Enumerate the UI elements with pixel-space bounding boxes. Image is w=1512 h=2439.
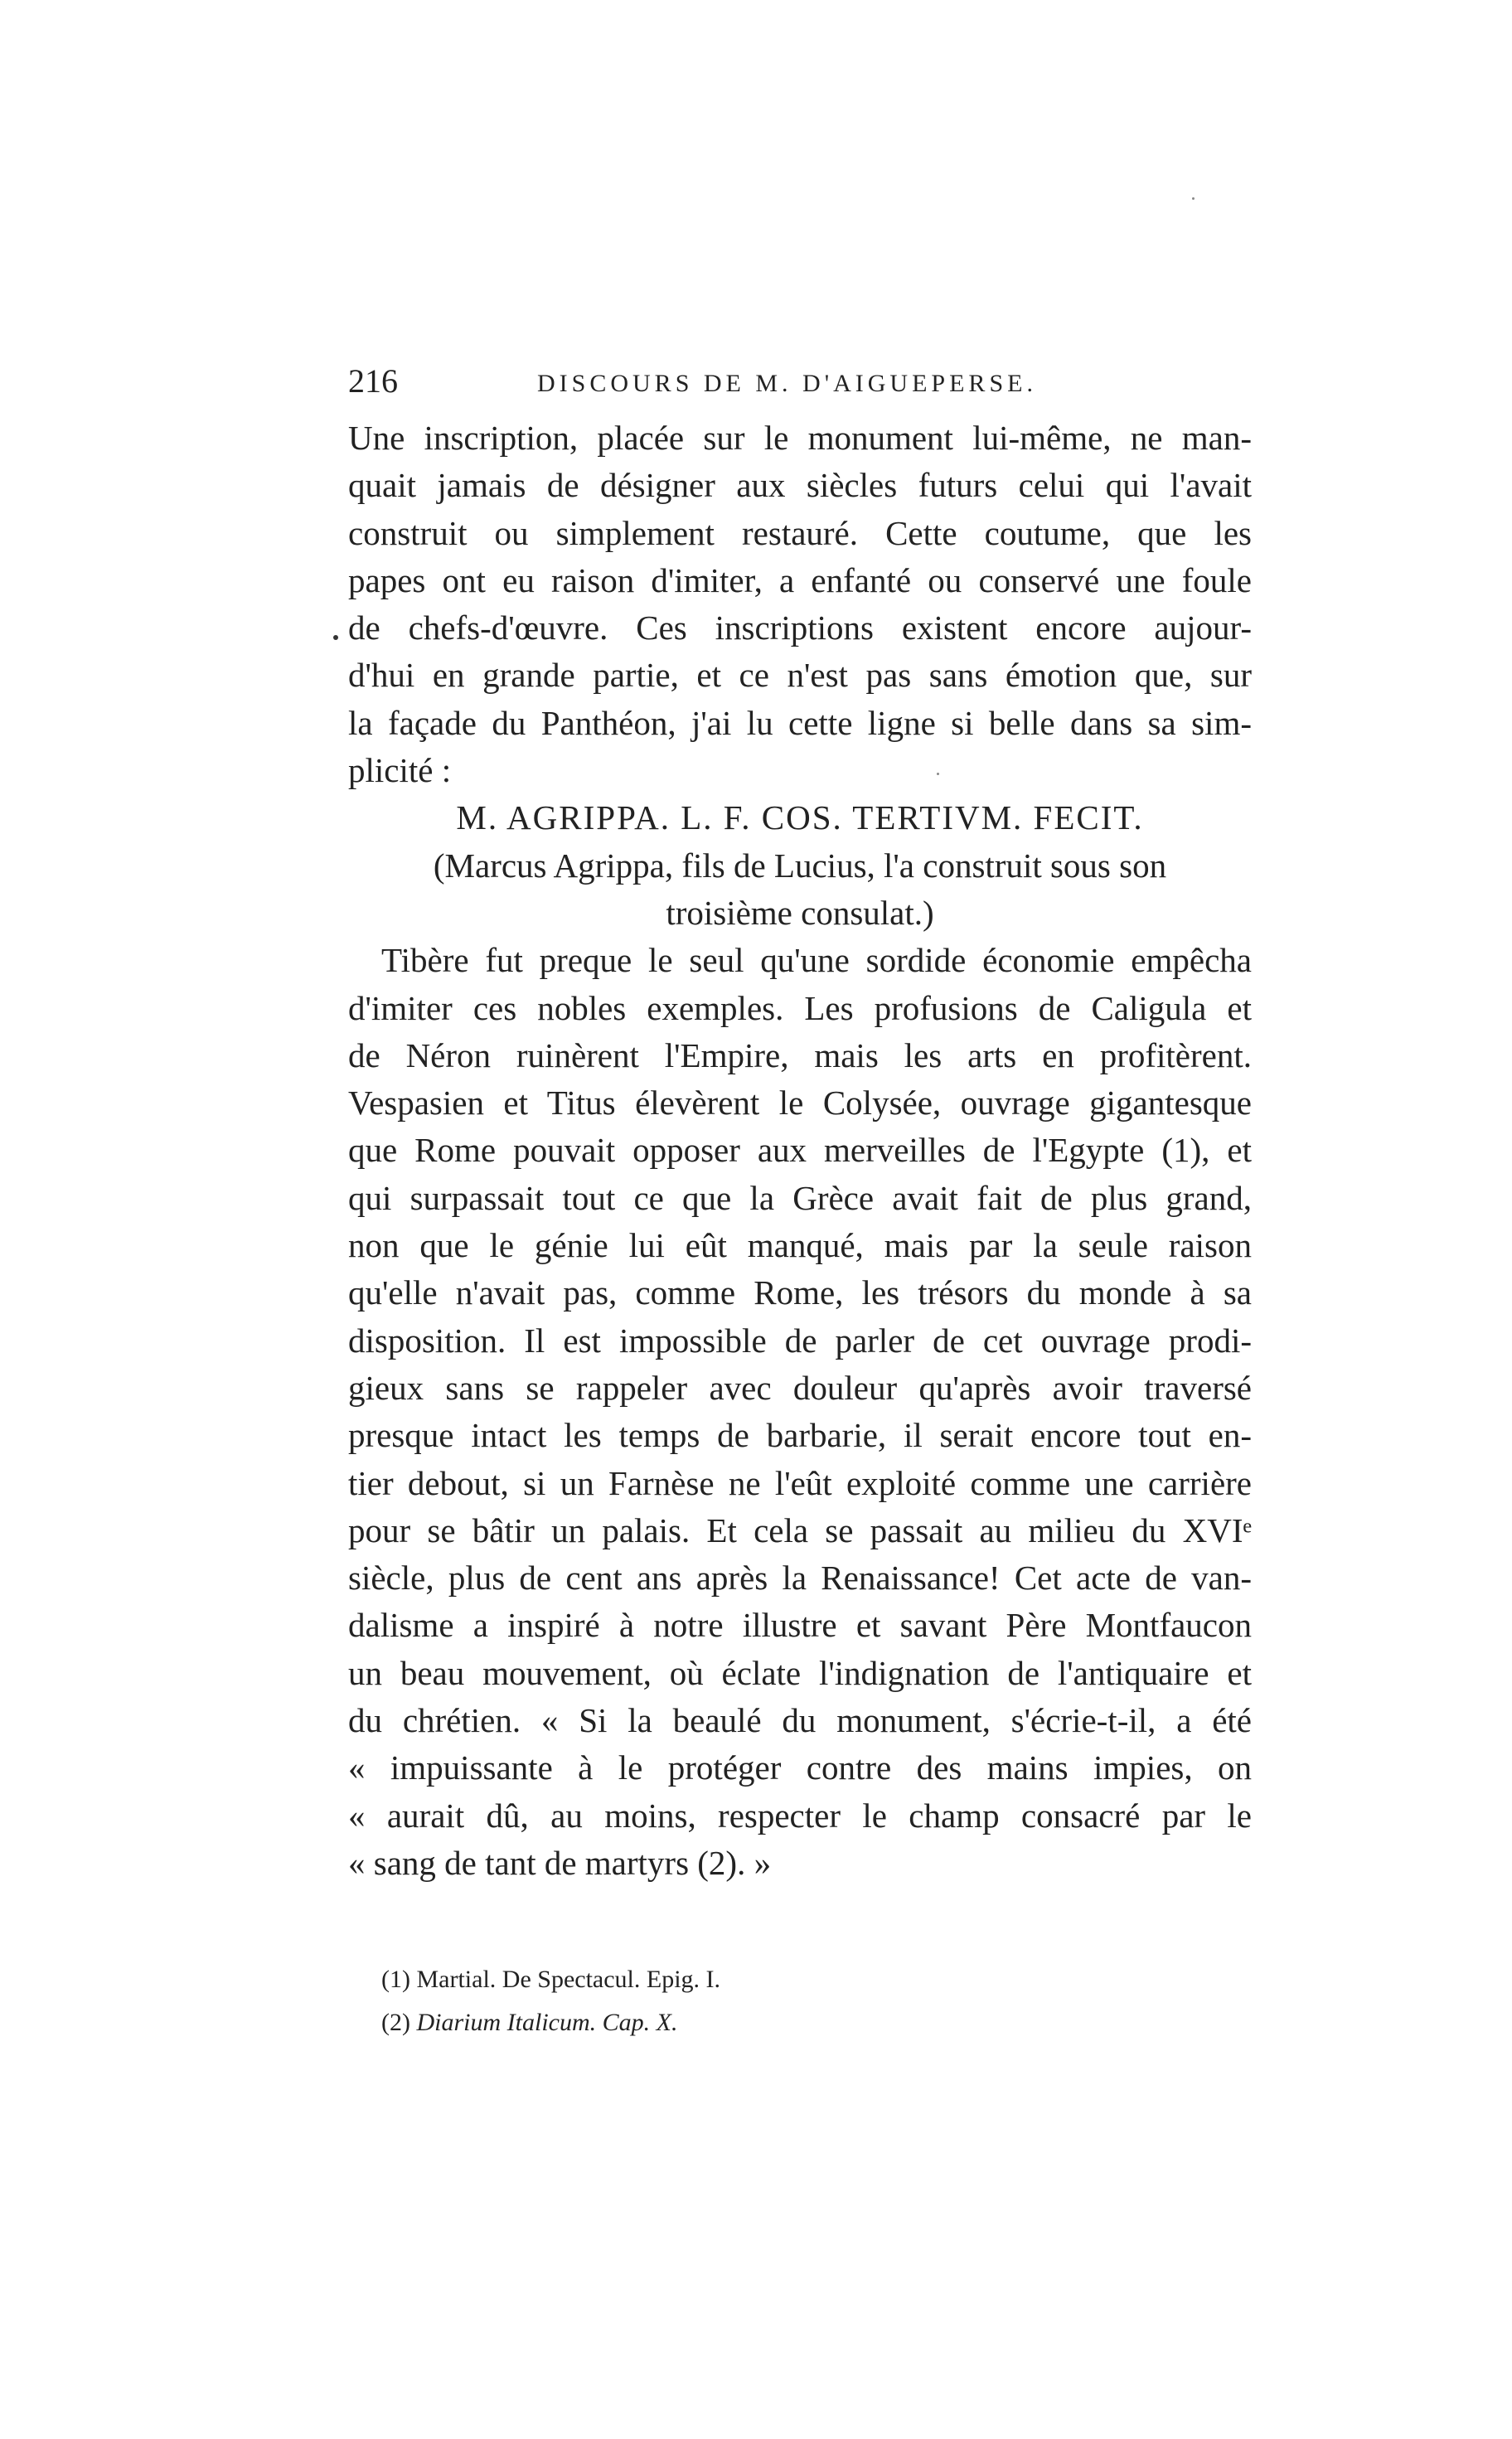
paragraph-2 bbox=[348, 937, 1252, 1887]
footnote-2 bbox=[381, 2001, 879, 2044]
text-line: disposition. Il est impossible de parler de cet ouvrage prodi- bbox=[348, 1321, 1252, 1360]
paper-speck bbox=[1192, 197, 1195, 200]
inscription-block bbox=[348, 794, 1252, 937]
text-line: Tibère fut preque le seul qu'une sordide économie empêcha bbox=[381, 941, 1252, 980]
text-line: Vespasien et Titus élevèrent le Colysée, ouvrage gigantesque bbox=[348, 1084, 1252, 1123]
text-line: de Néron ruinèrent l'Empire, mais les arts en profitèrent. bbox=[348, 1035, 1252, 1074]
footnote-text: Diarium Italicum. Cap. X. bbox=[416, 2009, 678, 2036]
body-text bbox=[348, 415, 1252, 1887]
paragraph-1 bbox=[348, 415, 1252, 794]
text-line: « aurait dû, au moins, respecter le champ consacré par le bbox=[348, 1796, 1252, 1835]
paper-speck bbox=[937, 773, 939, 775]
margin-mark bbox=[333, 635, 338, 640]
text-line: « sang de tant de martyrs (2). » bbox=[348, 1843, 772, 1882]
text-line: plicité : bbox=[348, 751, 452, 790]
page-number: 216 bbox=[348, 362, 398, 400]
text-line: de chefs-d'œuvre. Ces inscriptions existent encore aujour- bbox=[348, 609, 1252, 647]
text-line: dalisme a inspiré à notre illustre et savant Père Montfaucon bbox=[348, 1606, 1252, 1645]
inscription-translation: troisième consulat.) bbox=[666, 893, 934, 932]
text-line: d'imiter ces nobles exemples. Les profusions de Caligula et bbox=[348, 988, 1252, 1027]
footnote-marker: (2) bbox=[381, 2009, 410, 2036]
text-line: Une inscription, placée sur le monument lui-même, ne man- bbox=[348, 419, 1252, 457]
running-title: DISCOURS DE M. D'AIGUEPERSE. bbox=[537, 370, 1037, 397]
text-line: pour se bâtir un palais. Et cela se passait au milieu du XVIᵉ bbox=[348, 1510, 1252, 1549]
text-line: que Rome pouvait opposer aux merveilles de l'Egypte (1), et bbox=[348, 1131, 1252, 1170]
text-line: d'hui en grande partie, et ce n'est pas sans émotion que, sur bbox=[348, 656, 1252, 695]
text-line: tier debout, si un Farnèse ne l'eût exploité comme une carrière bbox=[348, 1463, 1252, 1502]
text-line: gieux sans se rappeler avec douleur qu'après avoir traversé bbox=[348, 1368, 1252, 1407]
footnotes bbox=[381, 1958, 879, 2044]
text-line: qui surpassait tout ce que la Grèce avait fait de plus grand, bbox=[348, 1178, 1252, 1217]
footnote-1 bbox=[381, 1958, 879, 2001]
text-line: qu'elle n'avait pas, comme Rome, les trésors du monde à sa bbox=[348, 1273, 1252, 1312]
text-line: quait jamais de désigner aux siècles futurs celui qui l'avait bbox=[348, 466, 1252, 505]
text-line: « impuissante à le protéger contre des mains impies, on bbox=[348, 1748, 1252, 1787]
text-line: non que le génie lui eût manqué, mais par la seule raison bbox=[348, 1226, 1252, 1265]
text-line: la façade du Panthéon, j'ai lu cette ligne si belle dans sa sim- bbox=[348, 703, 1252, 742]
text-line: presque intact les temps de barbarie, il serait encore tout en- bbox=[348, 1416, 1252, 1455]
text-line: un beau mouvement, où éclate l'indignation de l'antiquaire et bbox=[348, 1653, 1252, 1692]
footnote-text: Martial. De Spectacul. Epig. I. bbox=[416, 1966, 721, 1993]
footnote-marker: (1) bbox=[381, 1966, 410, 1993]
inscription-translation: (Marcus Agrippa, fils de Lucius, l'a construit sous son bbox=[433, 846, 1167, 885]
text-line: papes ont eu raison d'imiter, a enfanté ou conservé une foule bbox=[348, 560, 1252, 599]
text-line: siècle, plus de cent ans après la Renaissance! Cet acte de van- bbox=[348, 1559, 1252, 1598]
latin-inscription: M. AGRIPPA. L. F. COS. TERTIVM. FECIT. bbox=[456, 798, 1144, 837]
running-header bbox=[348, 360, 1252, 410]
text-line: du chrétien. « Si la beaulé du monument, s'écrie-t-il, a été bbox=[348, 1701, 1252, 1740]
text-line: construit ou simplement restauré. Cette coutume, que les bbox=[348, 513, 1252, 552]
